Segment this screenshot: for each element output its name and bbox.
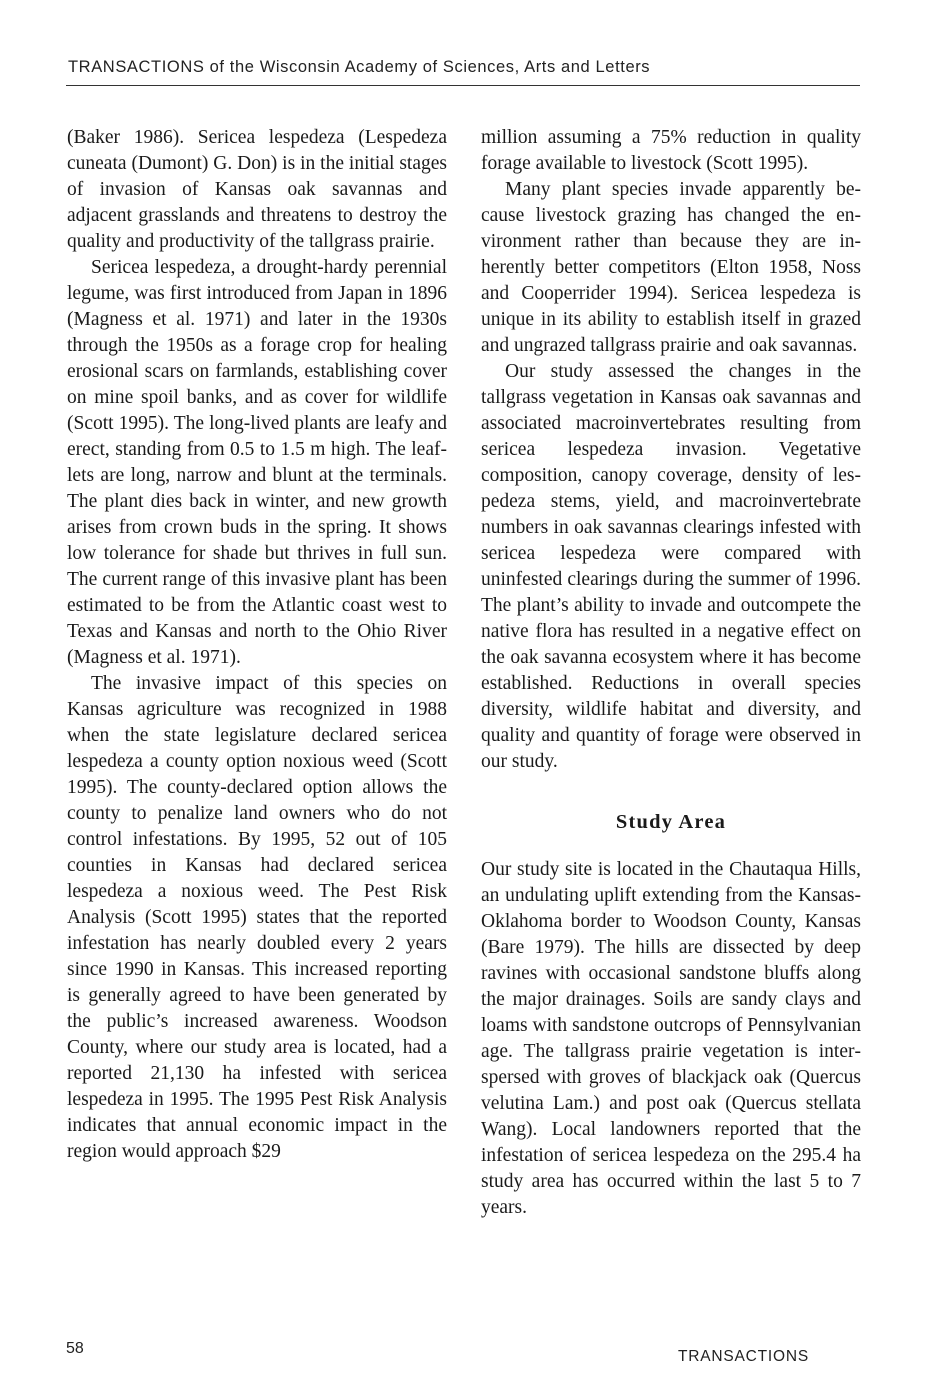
paragraph: million assuming a 75% reduction in quality forage available to livestock (Scott 1995). [481,127,861,174]
left-column [67,125,447,1165]
paragraph: Many plant species invade apparently because livestock grazing has changed the environment rather than because they are inherently better competitors (Elton 1958, Noss and Cooperrider 1994). Sericea lespedeza is unique in its ability to establish itself in grazed and ungrazed tallgrass prairie and oak savannas. [481,179,861,356]
right-column [481,125,861,1221]
paragraph: (Baker 1986). Sericea lespedeza (Lespedeza cuneata (Dumont) G. Don) is in the initial stages of invasion of Kansas oak savannas and adjacent grasslands and threatens to destroy the quality and productivity of the tallgrass prairie. [67,127,447,252]
footer-journal-title: TRANSACTIONS [678,1348,810,1365]
paragraph: Sericea lespedeza, a drought-hardy perennial legume, was first introduced from Japan in 1896 (Magness et al. 1971) and later in the 1930s through the 1950s as a forage crop for healing erosional scars on farmlands, establishing cover on mine spoil banks, and as cover for wildlife (Scott 1995). The long-lived plants are leafy and erect, standing from 0.5 to 1.5 m high. The leaflets are long, narrow and blunt at the terminals. The plant dies back in winter, and new growth arises from crown buds in the spring. It shows low tolerance for shade but thrives in full sun. The current range of this invasive plant has been estimated to be from the Atlantic coast west to Texas and Kansas and north to the Ohio River (Magness et al. 1971). [67,257,447,668]
section-heading: Study Area [615,811,727,833]
paragraph: The invasive impact of this species on Kansas agriculture was recognized in 1988 when the state legislature declared sericea lespedeza a county option noxious weed (Scott 1995). The county-declared option allows the county to penalize land owners who do not control infestations. By 1995, 52 out of 105 counties in Kansas had declared sericea lespedeza a noxious weed. The Pest Risk Analysis (Scott 1995) states that the reported infestation has nearly doubled every 2 years since 1990 in Kansas. This increased reporting is generally agreed to have been generated by the public’s increased awareness. Woodson County, where our study area is located, had a reported 21,130 ha infested with sericea lespedeza in 1995. The 1995 Pest Risk Analysis indicates that annual economic impact in the region would approach $29 [67,673,447,1162]
paragraph: Our study site is located in the Chautaqua Hills, an undulating uplift extending from the Kansas-Oklahoma border to Woodson County, Kansas (Bare 1979). The hills are dissected by deep ravines with occasional sandstone bluffs along the major drainages. Soils are sandy clays and loams with sandstone outcrops of Pennsylvanian age. The tallgrass prairie vegetation is interspersed with groves of blackjack oak (Quercus velutina Lam.) and post oak (Quercus stellata Wang). Local landowners reported that the infestation of sericea lespedeza on the 295.4 ha study area has occurred within the last 5 to 7 years. [481,859,861,1218]
header-rule [66,85,860,86]
page-number: 58 [66,1340,84,1357]
paragraph: Our study assessed the changes in the tallgrass vegetation in Kansas oak savannas and associated macroinvertebrates resulting from sericea lespedeza invasion. Vegetative composition, canopy coverage, density of lespedeza stems, yield, and macroinvertebrate numbers in oak savannas clearings infested with sericea lespedeza were compared with uninfested clearings during the summer of 1996. The plant’s ability to invade and outcompete the native flora has resulted in a negative effect on the oak savanna ecosystem where it has become established. Reductions in overall species diversity, wildlife habitat and diversity, and quality and quantity of forage were observed in our study. [481,361,861,772]
running-header: TRANSACTIONS of the Wisconsin Academy of Sciences, Arts and Letters [68,58,651,76]
